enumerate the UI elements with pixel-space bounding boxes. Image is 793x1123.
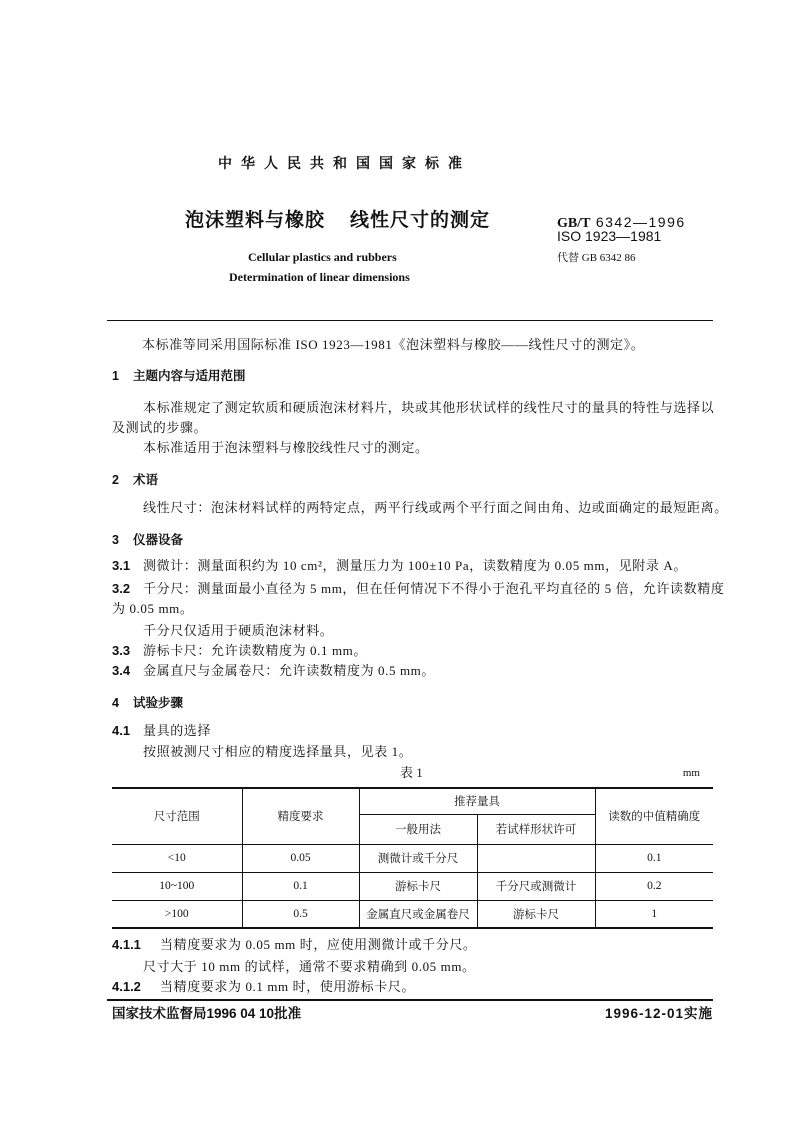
english-title-line1: Cellular plastics and rubbers: [248, 250, 397, 264]
cell-general-use: 金属直尺或金属卷尺: [359, 900, 477, 928]
section-4-number: 4: [112, 696, 119, 710]
clause-3-1-number: 3.1: [112, 558, 131, 573]
approval-date: 国家技术监督局1996 04 10批准: [112, 1006, 302, 1021]
section-1-title: 主题内容与适用范围: [133, 369, 246, 383]
footer-divider: [107, 999, 713, 1001]
clause-3-2-continuation: 为 0.05 mm。: [112, 601, 194, 616]
table-caption: 表 1: [400, 765, 423, 780]
cell-precision: 0.1: [242, 872, 359, 900]
document-title-part2: 线性尺寸的测定: [350, 210, 491, 231]
clause-3-2-text: 千分尺：测量面最小直径为 5 mm，但在任何情况下不得小于泡孔平均直径的 5 倍，允许读数精度: [143, 581, 725, 596]
header-general-use: 一般用法: [359, 814, 477, 844]
section-3-title: 仪器设备: [133, 533, 184, 547]
clause-4-1-1-text: 当精度要求为 0.05 mm 时，应使用测微计或千分尺。: [160, 937, 477, 952]
section-3-number: 3: [112, 533, 119, 547]
clause-4-1-1-number: 4.1.1: [112, 937, 141, 952]
header-recommended-gauge: 推荐量具: [359, 788, 595, 814]
intro-paragraph: 本标准等同采用国际标准 ISO 1923—1981《泡沫塑料与橡胶——线性尺寸的测定》。: [142, 337, 645, 352]
table-unit: mm: [682, 767, 700, 779]
section-2-number: 2: [112, 473, 119, 487]
iso-number: ISO 1923—1981: [557, 228, 662, 244]
national-standard-label: 中华人民共和国国家标准: [218, 155, 471, 171]
standard-prefix: GB/T: [557, 216, 591, 231]
replaces-standard: 代替 GB 6342 86: [557, 252, 636, 264]
cell-precision: 0.5: [242, 900, 359, 928]
clause-3-2-note: 千分尺仅适用于硬质泡沫材料。: [143, 623, 334, 638]
clause-4-1-2-text: 当精度要求为 0.1 mm 时，使用游标卡尺。: [160, 979, 416, 994]
cell-size-range: 10~100: [112, 872, 242, 900]
cell-general-use: 游标卡尺: [359, 872, 477, 900]
section-1-line: 本标准适用于泡沫塑料与橡胶线性尺寸的测定。: [143, 440, 429, 455]
cell-if-shape-permits: [477, 844, 595, 872]
section-1-number: 1: [112, 369, 119, 383]
cell-precision: 0.05: [242, 844, 359, 872]
cell-general-use: 测微计或千分尺: [359, 844, 477, 872]
section-2-definition: 线性尺寸：泡沫材料试样的两特定点，两平行线或两个平行面之间由角、边或面确定的最短距离。: [143, 500, 728, 515]
section-1-line: 及测试的步骤。: [112, 420, 208, 435]
section-1-line: 本标准规定了测定软质和硬质泡沫材料片，块或其他形状试样的线性尺寸的量具的特性与选择以: [143, 400, 715, 415]
clause-3-3-number: 3.3: [112, 643, 131, 658]
cell-size-range: >100: [112, 900, 242, 928]
header-size-range: 尺寸范围: [112, 788, 242, 844]
cell-reading-accuracy: 0.1: [595, 844, 713, 872]
clause-3-2-number: 3.2: [112, 581, 131, 596]
cell-if-shape-permits: 游标卡尺: [477, 900, 595, 928]
cell-if-shape-permits: 千分尺或测微计: [477, 872, 595, 900]
clause-3-4-number: 3.4: [112, 663, 131, 678]
cell-reading-accuracy: 0.2: [595, 872, 713, 900]
clause-3-3-text: 游标卡尺：允许读数精度为 0.1 mm。: [143, 643, 367, 658]
clause-3-1-text: 测微计：测量面积约为 10 cm²，测量压力为 100±10 Pa，读数精度为 0.05 mm，见附录 A。: [143, 558, 687, 573]
implementation-date: 1996-12-01实施: [604, 1006, 713, 1021]
standard-number-value: 6342—1996: [595, 214, 686, 230]
clause-3-4-text: 金属直尺与金属卷尺：允许读数精度为 0.5 mm。: [143, 663, 435, 678]
section-4-title: 试验步骤: [133, 696, 184, 710]
table-header-row: [112, 788, 713, 814]
gauge-selection-table: [112, 787, 713, 929]
clause-4-1-title: 量具的选择: [143, 723, 212, 738]
clause-4-1-paragraph: 按照被测尺寸相应的精度选择量具，见表 1。: [143, 744, 413, 759]
clause-4-1-2-number: 4.1.2: [112, 979, 141, 994]
header-if-shape-permits: 若试样形状许可: [477, 814, 595, 844]
cell-size-range: <10: [112, 844, 242, 872]
cell-reading-accuracy: 1: [595, 900, 713, 928]
header-reading-accuracy: 读数的中值精确度: [595, 788, 713, 844]
header-precision: 精度要求: [242, 788, 359, 844]
document-title-part1: 泡沫塑料与橡胶: [185, 210, 326, 231]
header-divider: [107, 320, 713, 321]
clause-4-1-1-continuation: 尺寸大于 10 mm 的试样，通常不要求精确到 0.05 mm。: [143, 959, 476, 974]
english-title-line2: Determination of linear dimensions: [229, 270, 410, 284]
table-row: [112, 844, 713, 872]
table-row: [112, 872, 713, 900]
table-row: [112, 900, 713, 928]
clause-4-1-number: 4.1: [112, 723, 131, 738]
section-2-title: 术语: [133, 473, 159, 487]
